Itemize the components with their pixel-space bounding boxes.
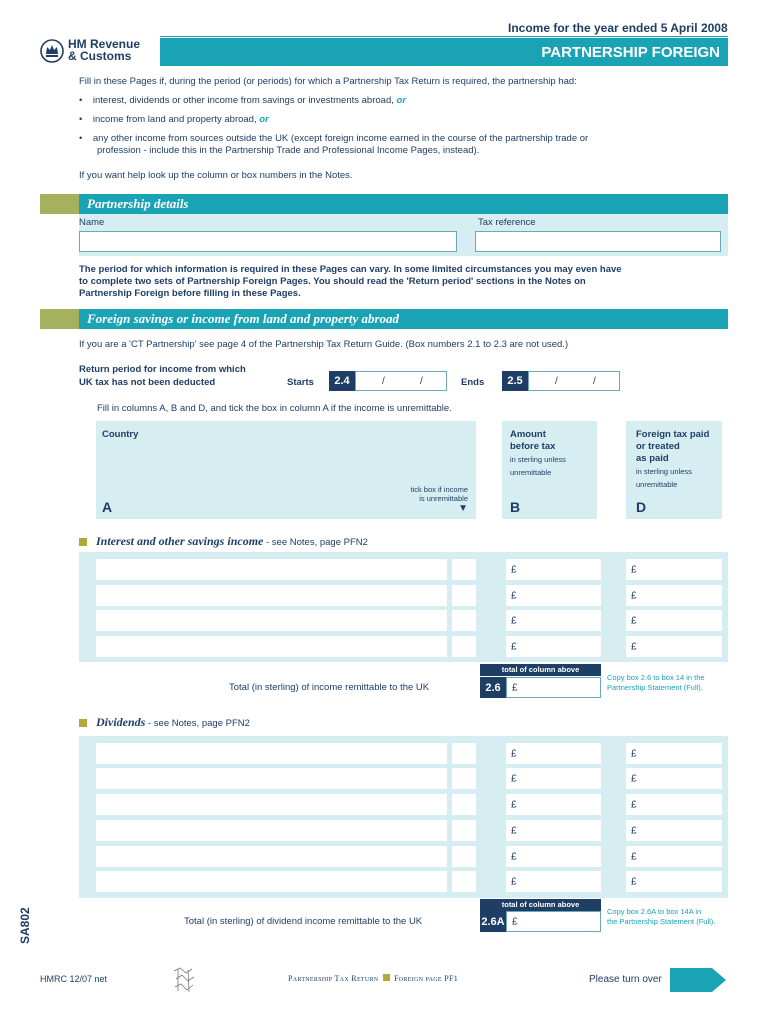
interest-total-label: Total (in sterling) of income remittable to the UK: [229, 682, 430, 693]
barcode-scribble-icon: [170, 965, 198, 995]
starts-slash-2: /: [420, 376, 423, 387]
bullet-1-text: interest, dividends or other income from savings or investments abroad,: [92, 95, 394, 106]
dividends-amount-1[interactable]: [506, 743, 601, 764]
pound-sign: £: [631, 825, 637, 836]
title-bar: [160, 38, 728, 66]
details-note-1: The period for which information is required in these Pages can vary. In some limited circumstances you may even have: [79, 264, 622, 275]
pound-sign: £: [511, 851, 517, 862]
pound-sign: £: [631, 748, 637, 759]
income-year: Income for the year ended 5 April 2008: [508, 21, 728, 35]
dividends-tax-6[interactable]: [626, 871, 722, 892]
dividends-copy-line2: the Partnership Statement (Full).: [607, 917, 716, 926]
interest-square-icon: [79, 538, 87, 546]
pound-sign: £: [631, 851, 637, 862]
dividends-amount-2[interactable]: [506, 768, 601, 789]
interest-notes: - see Notes, page PFN2: [263, 537, 368, 548]
intro-lead: Fill in these Pages if, during the period (or periods) for which a Partnership Tax Return is required, the partnership had:: [79, 76, 577, 87]
pound-sign: £: [631, 590, 637, 601]
dividends-heading: [96, 715, 250, 730]
details-heading: Partnership details: [87, 196, 189, 211]
interest-tick-1[interactable]: [452, 559, 476, 580]
col-a-tick-line1: tick box if income: [410, 485, 468, 494]
interest-amount-2[interactable]: [506, 585, 601, 606]
dividends-square-icon: [79, 719, 87, 727]
dividends-tax-5[interactable]: [626, 846, 722, 867]
dividends-tax-3[interactable]: [626, 794, 722, 815]
dividends-title: Dividends: [96, 715, 146, 729]
ends-slash-1: /: [555, 376, 558, 387]
foreign-heading: Foreign savings or income from land and property abroad: [87, 311, 400, 326]
details-note-3: Partnership Foreign before filling in these Pages.: [79, 288, 301, 299]
foreign-heading-accent: [40, 309, 79, 329]
col-b-line2: before tax: [510, 441, 556, 452]
taxref-label: Tax reference: [478, 217, 536, 228]
dividends-amount-4[interactable]: [506, 820, 601, 841]
interest-tax-3[interactable]: [626, 610, 722, 631]
turn-over-arrow-icon[interactable]: [670, 968, 726, 992]
interest-tax-1[interactable]: [626, 559, 722, 580]
ends-slash-2: /: [593, 376, 596, 387]
col-d-sub2: unremittable: [636, 480, 678, 489]
bullet-2-text: income from land and property abroad,: [92, 114, 257, 125]
taxref-field[interactable]: [475, 231, 721, 252]
page-title: PARTNERSHIP FOREIGN: [541, 44, 720, 61]
col-d-line1: Foreign tax paid: [636, 429, 710, 440]
bullet-3-line2: profession - include this in the Partnership Trade and Professional Income Pages, instead).: [97, 145, 480, 156]
col-d-header: [626, 421, 722, 519]
col-d-letter: D: [636, 499, 647, 515]
col-b-sub2: unremittable: [510, 468, 552, 477]
interest-tick-4[interactable]: [452, 636, 476, 657]
pound-sign: £: [631, 773, 637, 784]
help-text: If you want help look up the column or box numbers in the Notes.: [79, 170, 353, 181]
bullet-1-or: or: [396, 95, 407, 106]
box-2-5: 2.5: [502, 371, 528, 391]
interest-copy-line2: Partnership Statement (Full).: [607, 683, 703, 692]
box-2-4: 2.4: [329, 371, 355, 391]
name-label: Name: [79, 217, 105, 228]
pound-sign: £: [511, 641, 517, 652]
interest-country-4[interactable]: [96, 636, 447, 657]
pound-sign: £: [511, 799, 517, 810]
dividends-tax-4[interactable]: [626, 820, 722, 841]
return-period-line2: UK tax has not been deducted: [79, 377, 216, 388]
logo-line1: HM Revenue: [68, 37, 141, 51]
dividends-country-2[interactable]: [96, 768, 447, 789]
pound-sign: £: [631, 615, 637, 626]
dividends-copy-line1: Copy box 2.6A to box 14A in: [607, 907, 702, 916]
dividends-amount-6[interactable]: [506, 871, 601, 892]
dividends-total-label: Total (in sterling) of dividend income remittable to the UK: [184, 916, 423, 927]
col-a-header: [96, 421, 476, 519]
interest-country-3[interactable]: [96, 610, 447, 631]
dividends-tick-5[interactable]: [452, 846, 476, 867]
form-ref: HMRC 12/07 net: [40, 974, 108, 984]
dividends-country-3[interactable]: [96, 794, 447, 815]
interest-country-1[interactable]: [96, 559, 447, 580]
col-b-line1: Amount: [510, 429, 546, 440]
details-note-2: to complete two sets of Partnership Foreign Pages. You should read the 'Return period' sections in the Notes on: [79, 276, 586, 287]
starts-date-field[interactable]: [355, 371, 447, 391]
col-a-letter: A: [102, 499, 113, 515]
interest-amount-3[interactable]: [506, 610, 601, 631]
col-b-sub1: in sterling unless: [510, 455, 566, 464]
pound-sign: £: [631, 641, 637, 652]
details-heading-bar: [40, 194, 728, 214]
dividends-country-5[interactable]: [96, 846, 447, 867]
dividends-country-6[interactable]: [96, 871, 447, 892]
box-2-6a: 2.6A: [480, 911, 506, 932]
bullet-3-line1: any other income from sources outside the UK (except foreign income earned in the course of the partnership trade or: [92, 133, 589, 144]
dividends-country-4[interactable]: [96, 820, 447, 841]
pound-sign: £: [631, 876, 637, 887]
return-period-line1: Return period for income from which: [79, 364, 246, 375]
down-arrow-icon: ▼: [458, 503, 468, 514]
form-code: SA802: [18, 907, 32, 944]
starts-slash-1: /: [382, 376, 385, 387]
logo-line2: & Customs: [68, 49, 132, 63]
pound-sign: £: [631, 799, 637, 810]
footer-center-right: Foreign page PF1: [394, 974, 458, 983]
col-d-line2: or treated: [636, 441, 680, 452]
dividends-total-field[interactable]: [506, 911, 601, 932]
pound-sign: £: [511, 748, 517, 759]
footer-center: [288, 974, 458, 983]
ct-note: If you are a 'CT Partnership' see page 4 of the Partnership Tax Return Guide. (Box numbers 2.1 to 2.3 are not used.): [79, 339, 569, 350]
interest-copy-line1: Copy box 2.6 to box 14 in the: [607, 673, 705, 682]
pound-sign: £: [511, 773, 517, 784]
col-a-title: Country: [102, 429, 139, 440]
interest-heading: [96, 534, 368, 549]
crown-crest-icon: [40, 39, 64, 63]
bullet-1: • interest, dividends or other income from savings or investments abroad, or: [79, 95, 407, 106]
dividends-country-1[interactable]: [96, 743, 447, 764]
name-field[interactable]: [79, 231, 457, 252]
pound-sign: £: [511, 564, 517, 575]
ends-date-field[interactable]: [528, 371, 620, 391]
pound-sign: £: [511, 615, 517, 626]
pound-sign: £: [511, 876, 517, 887]
dividends-amount-5[interactable]: [506, 846, 601, 867]
pound-sign: £: [512, 916, 518, 927]
interest-tick-3[interactable]: [452, 610, 476, 631]
dividends-tax-2[interactable]: [626, 768, 722, 789]
dividends-tick-6[interactable]: [452, 871, 476, 892]
interest-tax-4[interactable]: [626, 636, 722, 657]
ends-label: Ends: [461, 377, 485, 388]
dividends-tick-3[interactable]: [452, 794, 476, 815]
header-rule: [160, 36, 728, 37]
footer-center-left: Partnership Tax Return: [288, 974, 379, 983]
pound-sign: £: [512, 682, 518, 693]
col-d-line3: as paid: [636, 453, 669, 464]
details-heading-accent: [40, 194, 79, 214]
interest-tick-2[interactable]: [452, 585, 476, 606]
dividends-amount-3[interactable]: [506, 794, 601, 815]
hmrc-logo: [40, 38, 150, 66]
dividends-total-caption: total of column above: [480, 899, 601, 911]
dividends-tick-2[interactable]: [452, 768, 476, 789]
dividends-tax-1[interactable]: [626, 743, 722, 764]
interest-total-field[interactable]: [506, 677, 601, 698]
interest-total-caption: total of column above: [480, 664, 601, 676]
fill-note: Fill in columns A, B and D, and tick the box in column A if the income is unremittable.: [97, 403, 452, 414]
box-2-6: 2.6: [480, 677, 506, 698]
bullet-3: • any other income from sources outside the UK (except foreign income earned in the course of the partnership trade or: [79, 133, 589, 144]
dividends-notes: - see Notes, page PFN2: [145, 718, 250, 729]
pound-sign: £: [631, 564, 637, 575]
bullet-2: • income from land and property abroad, or: [79, 114, 269, 125]
interest-amount-4[interactable]: [506, 636, 601, 657]
interest-amount-1[interactable]: [506, 559, 601, 580]
interest-tax-2[interactable]: [626, 585, 722, 606]
interest-title: Interest and other savings income: [96, 534, 264, 548]
dividends-tick-4[interactable]: [452, 820, 476, 841]
col-b-letter: B: [510, 499, 521, 515]
col-b-header: [502, 421, 597, 519]
footer-square-icon: [383, 974, 390, 981]
bullet-2-or: or: [259, 114, 269, 125]
turn-over-text: Please turn over: [589, 974, 662, 985]
pound-sign: £: [511, 825, 517, 836]
starts-label: Starts: [287, 377, 314, 388]
pound-sign: £: [511, 590, 517, 601]
col-a-tick-line2: is unremittable: [419, 494, 468, 503]
interest-country-2[interactable]: [96, 585, 447, 606]
foreign-heading-bar: [40, 309, 728, 329]
dividends-tick-1[interactable]: [452, 743, 476, 764]
col-d-sub1: in sterling unless: [636, 467, 692, 476]
